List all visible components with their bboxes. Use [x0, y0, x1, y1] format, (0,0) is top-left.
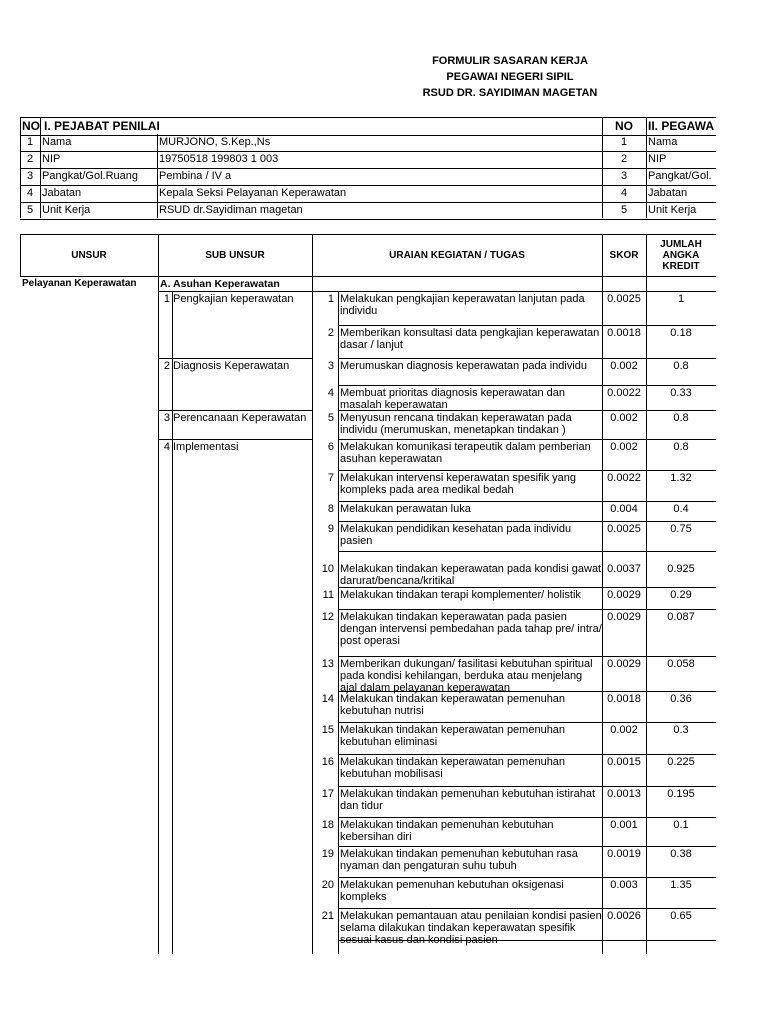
activity-description: Memberikan dukungan/ fasilitasi kebutuhan spiritual pada kondisi kehilangan, berduka atau menjelang ajal dalam pelayanan keperawatan	[340, 658, 593, 694]
activity-credit: 0.38	[670, 848, 692, 860]
row-number: 1	[26, 136, 34, 148]
activity-description: Melakukan tindakan pemenuhan kebutuhan istirahat dan tidur	[340, 788, 596, 812]
field-value: Kepala Seksi Pelayanan Keperawatan	[159, 187, 347, 199]
activity-score: 0.003	[610, 879, 638, 891]
activity-number: 21	[321, 910, 334, 922]
activity-number: 19	[321, 848, 334, 860]
row-number: 5	[26, 204, 34, 216]
col-jumlah-header: JUMLAH ANGKA KREDIT	[660, 238, 702, 272]
row-number-right: 2	[620, 153, 628, 165]
row-number: 2	[26, 153, 34, 165]
activity-score: 0.002	[610, 441, 638, 453]
activity-score: 0.0013	[607, 788, 641, 800]
activity-number: 12	[321, 611, 334, 623]
field-label-right: Pangkat/Gol.	[648, 170, 712, 182]
activity-credit: 0.4	[673, 503, 689, 515]
activity-score: 0.0015	[607, 756, 641, 768]
activity-description: Membuat prioritas diagnosis keperawatan dan masalah keperawatan	[340, 387, 566, 411]
activity-description: Melakukan tindakan pemenuhan kebutuhan rasa nyaman dan pengaturan suhu tubuh	[340, 848, 578, 872]
activity-score: 0.004	[610, 503, 638, 515]
identity-row	[20, 185, 716, 203]
activity-credit: 0.1	[673, 819, 689, 831]
activity-credit: 0.195	[667, 788, 695, 800]
field-label: NIP	[42, 153, 61, 165]
activity-description: Melakukan perawatan luka	[340, 503, 471, 515]
activity-credit: 0.33	[670, 387, 692, 399]
activity-number: 8	[327, 503, 334, 515]
activity-description: Melakukan tindakan keperawatan pada kondisi gawat darurat/bencana/kritikal	[340, 563, 602, 587]
row-number-right: 1	[620, 136, 628, 148]
identity-row	[20, 134, 716, 152]
activity-description: Melakukan tindakan keperawatan pada pasien dengan intervensi pembedahan pada tahap pre/ intra/ post operasi	[340, 611, 602, 647]
activity-number: 10	[321, 563, 334, 575]
activity-number: 11	[322, 589, 334, 601]
row-number-right: 5	[620, 204, 628, 216]
activity-score: 0.0026	[607, 910, 641, 922]
activity-score: 0.0029	[607, 658, 641, 670]
activity-credit: 0.29	[670, 589, 692, 601]
activity-description: Melakukan tindakan terapi komplementer/ holistik	[340, 589, 581, 601]
activity-score: 0.0029	[607, 589, 641, 601]
field-label: Pangkat/Gol.Ruang	[42, 170, 139, 182]
col-skor-header: SKOR	[609, 249, 639, 261]
activity-number: 7	[327, 472, 334, 484]
field-label-right: Jabatan	[648, 187, 688, 199]
activity-credit: 0.75	[670, 523, 692, 535]
activity-description: Memberikan konsultasi data pengkajian keperawatan dasar / lanjut	[340, 327, 600, 351]
pejabat-header: I. PEJABAT PENILAI	[44, 119, 160, 133]
activity-number: 16	[321, 756, 334, 768]
identity-table	[20, 117, 716, 217]
activity-table	[20, 234, 716, 954]
col-uraian-header: URAIAN KEGIATAN / TUGAS	[389, 249, 525, 261]
field-label-right: Unit Kerja	[648, 204, 697, 216]
sub-unsur-label: Perencanaan Keperawatan	[173, 412, 307, 424]
activity-number: 4	[327, 387, 334, 399]
row-number: 3	[26, 170, 34, 182]
activity-credit: 1	[677, 293, 685, 305]
no-header-right: NO	[615, 119, 633, 133]
activity-score: 0.0019	[607, 848, 641, 860]
row-number-right: 3	[620, 170, 628, 182]
title-line-2: PEGAWAI NEGERI SIPIL	[446, 71, 574, 83]
activity-description: Melakukan tindakan keperawatan pemenuhan kebutuhan eliminasi	[340, 724, 566, 748]
activity-number: 20	[321, 879, 334, 891]
activity-score: 0.0025	[607, 523, 641, 535]
sub-unsur-label: Implementasi	[173, 441, 239, 453]
activity-number: 14	[321, 693, 334, 705]
activity-number: 17	[321, 788, 334, 800]
field-value: RSUD dr.Sayidiman magetan	[159, 204, 303, 216]
activity-description: Menyusun rencana tindakan keperawatan pada individu (merumuskan, menetapkan tindakan )	[340, 412, 572, 436]
activity-number: 3	[327, 360, 334, 372]
field-value: MURJONO, S.Kep.,Ns	[159, 136, 271, 148]
activity-score: 0.0018	[607, 693, 641, 705]
activity-description: Melakukan pendidikan kesehatan pada individu pasien	[340, 523, 572, 547]
field-value: 19750518 199803 1 003	[159, 153, 279, 165]
activity-description: Melakukan pemantauan atau penilaian kondisi pasien selama dilakukan tindakan keperawatan spesifik sesuai kasus dan kondisi pasien	[340, 910, 602, 946]
col-sub-unsur-header: SUB UNSUR	[205, 249, 265, 261]
activity-number: 2	[327, 327, 334, 339]
form-title	[330, 53, 690, 101]
pegawai-header: II. PEGAWA	[648, 119, 715, 133]
activity-description: Melakukan tindakan keperawatan pemenuhan kebutuhan mobilisasi	[340, 756, 566, 780]
activity-description: Melakukan tindakan pemenuhan kebutuhan kebersihan diri	[340, 819, 554, 843]
sub-unsur-label: Diagnosis Keperawatan	[173, 360, 290, 372]
field-label-right: Nama	[648, 136, 678, 148]
activity-number: 18	[321, 819, 334, 831]
identity-row	[20, 168, 716, 186]
activity-score: 0.002	[610, 724, 638, 736]
activity-number: 6	[327, 441, 334, 453]
activity-credit: 0.925	[667, 563, 695, 575]
activity-score: 0.001	[610, 819, 638, 831]
no-header: NO	[22, 119, 40, 133]
row-number-right: 4	[620, 187, 628, 199]
activity-credit: 0.18	[670, 327, 692, 339]
activity-description: Melakukan komunikasi terapeutik dalam pemberian asuhan keperawatan	[340, 441, 591, 465]
field-label: Unit Kerja	[42, 204, 91, 216]
identity-row	[20, 202, 716, 220]
activity-score: 0.002	[610, 412, 638, 424]
activity-score: 0.0029	[607, 611, 641, 623]
activity-credit: 0.058	[667, 658, 695, 670]
activity-credit: 0.225	[667, 756, 695, 768]
activity-credit: 0.8	[673, 441, 689, 453]
activity-credit: 0.8	[673, 412, 689, 424]
activity-score: 0.0025	[607, 293, 641, 305]
title-line-3: RSUD DR. SAYIDIMAN MAGETAN	[422, 87, 598, 99]
field-label-right: NIP	[648, 153, 667, 165]
activity-credit: 1.32	[670, 472, 692, 484]
row-number: 4	[26, 187, 34, 199]
activity-credit: 0.3	[673, 724, 689, 736]
activity-number: 1	[327, 293, 334, 305]
sub-unsur-label: Pengkajian keperawatan	[173, 293, 294, 305]
activity-number: 15	[321, 724, 334, 736]
title-line-1: FORMULIR SASARAN KERJA	[432, 55, 588, 67]
activity-credit: 1.35	[670, 879, 692, 891]
activity-description: Melakukan intervensi keperawatan spesifik yang kompleks pada area medikal bedah	[340, 472, 577, 496]
activity-score: 0.0022	[607, 387, 641, 399]
sub-unsur-group: A. Asuhan Keperawatan	[160, 278, 280, 290]
activity-number: 5	[327, 412, 334, 424]
activity-score: 0.0022	[607, 472, 641, 484]
activity-credit: 0.65	[670, 910, 692, 922]
identity-row	[20, 151, 716, 169]
sub-unsur-number: 3	[163, 412, 170, 424]
activity-description: Melakukan pengkajian keperawatan lanjutan pada individu	[340, 293, 585, 317]
field-value: Pembina / IV a	[159, 170, 232, 182]
activity-credit: 0.8	[673, 360, 689, 372]
activity-description: Melakukan tindakan keperawatan pemenuhan kebutuhan nutrisi	[340, 693, 566, 717]
activity-number: 9	[327, 523, 334, 535]
field-label: Jabatan	[42, 187, 82, 199]
activity-description: Melakukan pemenuhan kebutuhan oksigenasi kompleks	[340, 879, 564, 903]
activity-score: 0.002	[610, 360, 638, 372]
unsur-label: Pelayanan Keperawatan	[22, 278, 137, 289]
activity-description: Merumuskan diagnosis keperawatan pada individu	[340, 360, 588, 372]
activity-score: 0.0037	[607, 563, 641, 575]
col-unsur-header: UNSUR	[71, 249, 107, 261]
activity-credit: 0.087	[667, 611, 695, 623]
activity-score: 0.0018	[607, 327, 641, 339]
activity-number: 13	[321, 658, 334, 670]
field-label: Nama	[42, 136, 72, 148]
sub-unsur-number: 2	[163, 360, 170, 372]
sub-unsur-number: 4	[163, 441, 170, 453]
sub-unsur-number: 1	[163, 293, 170, 305]
activity-credit: 0.36	[670, 693, 692, 705]
